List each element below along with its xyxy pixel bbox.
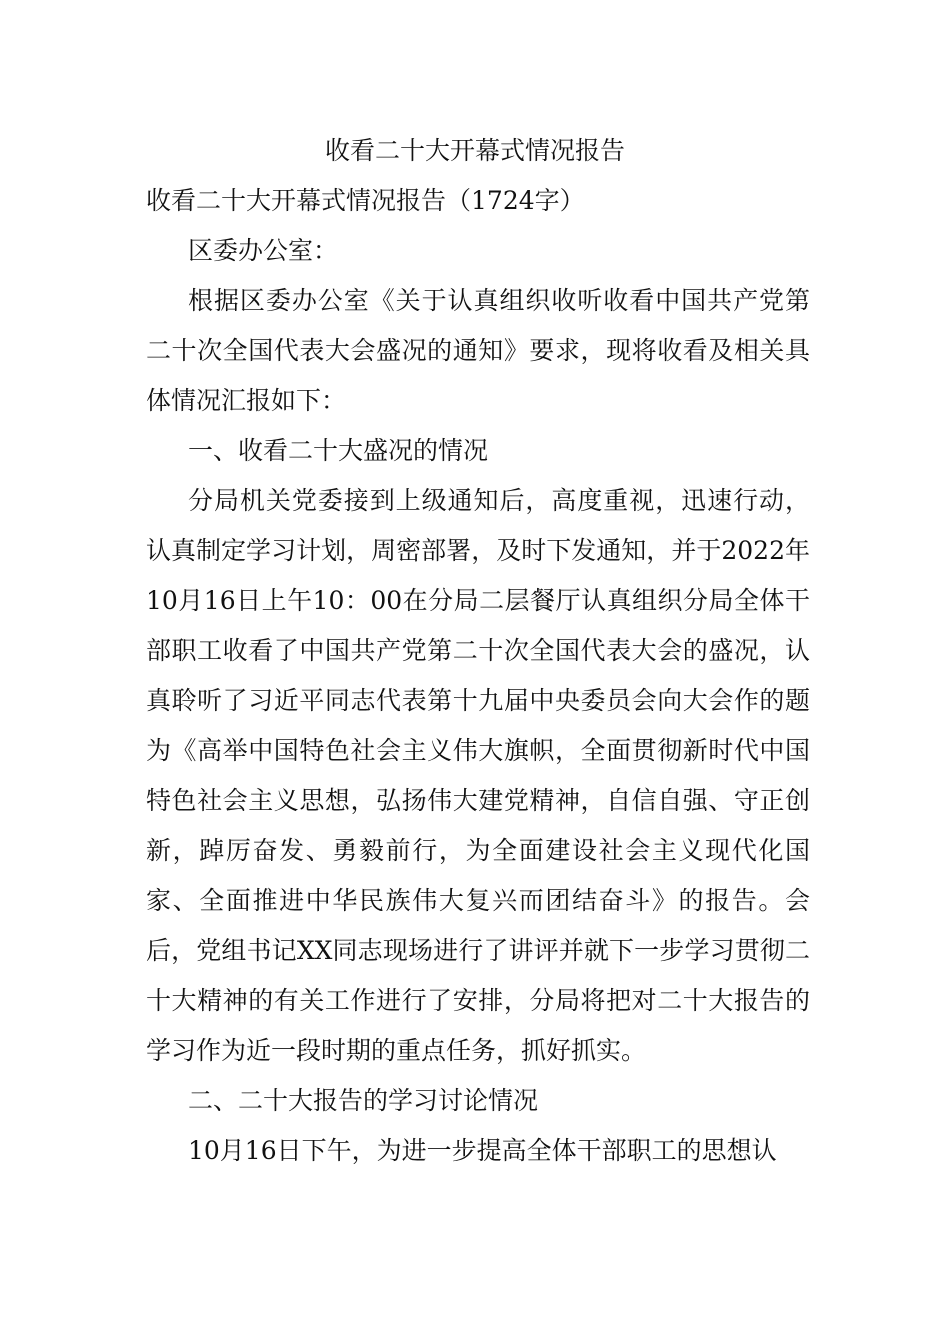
document-subtitle: 收看二十大开幕式情况报告（1724字） — [146, 186, 585, 215]
document-body — [146, 176, 810, 1176]
section-heading-1: 一、收看二十大盛况的情况 — [188, 436, 489, 465]
section-2-paragraph: 10月16日下午，为进一步提高全体干部职工的思想认 — [188, 1136, 777, 1165]
section-heading-2: 二、二十大报告的学习讨论情况 — [188, 1086, 539, 1115]
document-title: 收看二十大开幕式情况报告 — [324, 136, 625, 165]
intro-paragraph: 根据区委办公室《关于认真组织收听收看中国共产党第二十次全国代表大会盛况的通知》要求，现将收看及相关具体情况汇报如下： — [146, 286, 810, 415]
salutation: 区委办公室： — [188, 236, 339, 265]
section-1-paragraph: 分局机关党委接到上级通知后，高度重视，迅速行动，认真制定学习计划，周密部署，及时下发通知，并于2022年10月16日上午10：00在分局二层餐厅认真组织分局全体干部职工收看了中国共产党第二十次全国代表大会的盛况，认真聆听了习近平同志代表第十九届中央委员会向大会作的题为《高举中国特色社会主义伟大旗帜，全面贯彻新时代中国特色社会主义思想，弘扬伟大建党精神，自信自强、守正创新，踔厉奋发、勇毅前行，为全面建设社会主义现代化国家、全面推进中华民族伟大复兴而团结奋斗》的报告。会后，党组书记XX同志现场进行了讲评并就下一步学习贯彻二十大精神的有关工作进行了安排，分局将把对二十大报告的学习作为近一段时期的重点任务，抓好抓实。 — [146, 486, 810, 1065]
